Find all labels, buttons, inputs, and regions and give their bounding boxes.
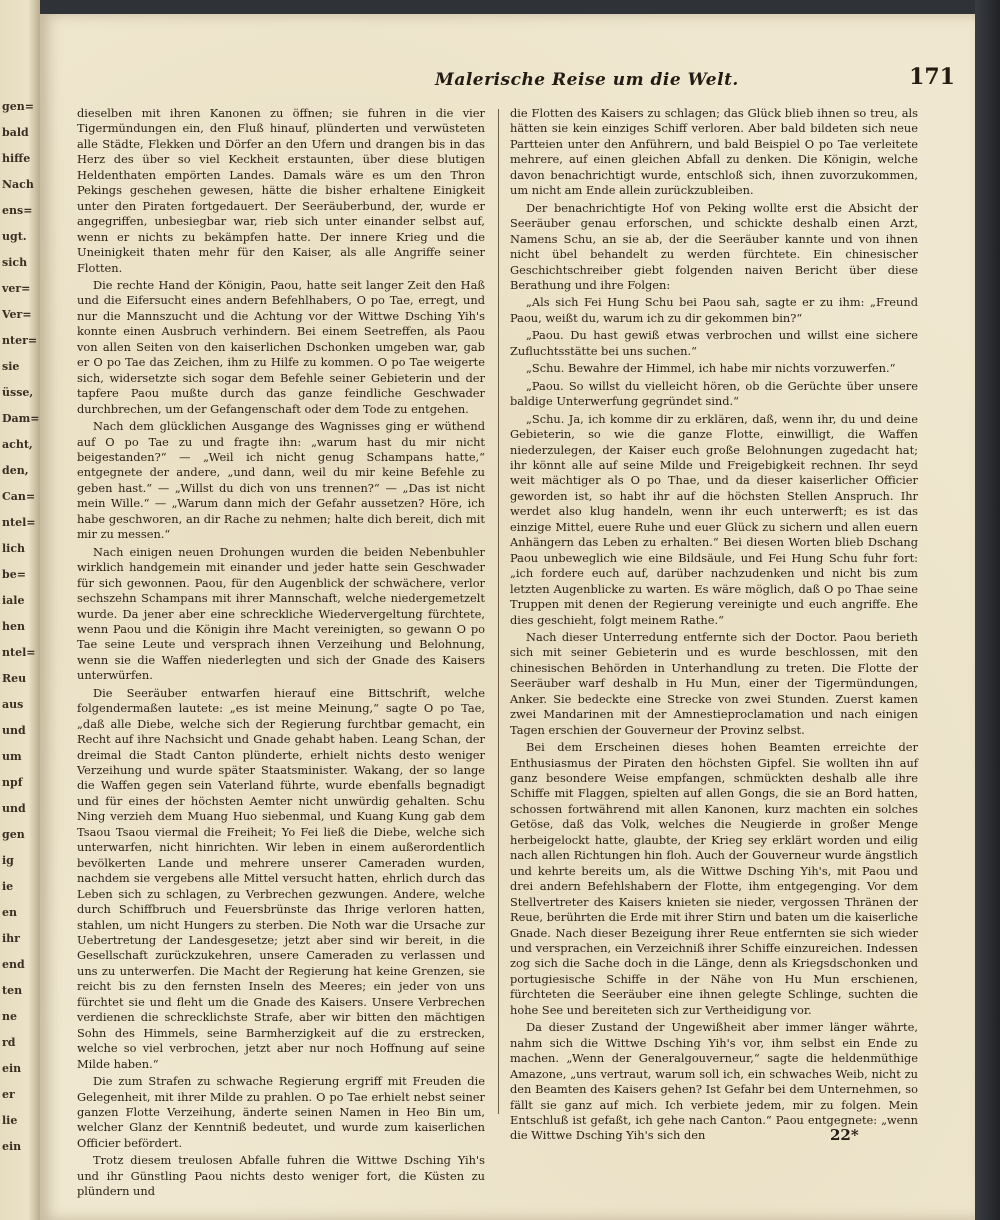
paragraph: „Schu. Ja, ich komme dir zu erklären, daß, wenn ihr, du und deine Gebieterin, so wie die ganze Flotte, einwilligt, die Waffen niederzulegen, der Kaiser euch große Belohnungen zugedacht hat; ihr könnt alle auf seine Milde und Freigebigkeit rechnen. Ihr seyd weit mächtiger als O po Thae, und da dieser kaiserlicher Officier geworden ist, so habt ihr auf die höchsten Stellen Anspruch. Ihr werdet also klug handeln, wenn ihr euch unterwerft; es ist das einzige Mittel, euere Ruhe und euer Glück zu sichern und allen euern Anhängern das Leben zu erhalten.“ Bei diesen Worten blieb Dschang Paou unbeweglich wie eine Bildsäule, und Fei Hung Schu fuhr fort: „ich fordere euch auf, darüber nachzudenken und nicht bis zum letzten Augenblicke zu warten. Es wäre möglich, daß O po Thae seine Truppen mit denen der Regierung vereinigte und euch angriffe. Ehe dies geschieht, folgt meinem Rathe.“: [510, 411, 918, 627]
facing-page-fragment: gen=: [2, 100, 34, 113]
paragraph: Die Seeräuber entwarfen hierauf eine Bittschrift, welche folgendermaßen lautete: „es ist meine Meinung,“ sagte O po Tae, „daß alle Diebe, welche sich der Regierung furchtbar gemacht, ein Recht auf ihre Nachsicht und Gnade gehabt haben. Leang Schan, der dreimal die Stadt Canton plünderte, erhielt nichts desto weniger Verzeihung und wurde später Staatsminister. Wakang, der so lange die Waffen gegen sein Vaterland führte, wurde ebenfalls begnadigt und für eines der höchsten Aemter nicht unwürdig gehalten. Schu Ning verzieh dem Muang Huo siebenmal, und Kuang Kung gab dem Tsaou Tsaou viermal die Freiheit; Yo Fei ließ die Diebe, welche sich unterwarfen, nicht hinrichten. Wir leben in einem außerordentlich bevölkerten Lande und mehrere unserer Cameraden wurden, nachdem sie vergebens alle Mittel versucht hatten, ehrlich durch das Leben sich zu schlagen, zu Verbrechen gezwungen. Andere, welche durch Schiffbruch und Feuersbrünste das Ihrige verloren hatten, stahlen, um nicht Hungers zu sterben. Die Noth war die Ursache zur Uebertretung der Landesgesetze; jetzt aber sind wir bereit, in die Gesellschaft zurückzukehren, unsere Cameraden zu verlassen und uns zu unterwerfen. Die Macht der Regierung hat keine Grenzen, sie reicht bis zu den fernsten Inseln des Meeres; ein jeder von uns fürchtet sie und fleht um die Gnade des Kaisers. Unsere Verbrechen verdienen die schrecklichste Strafe, aber wir bitten den mächtigen Sohn des Himmels, seine Barmherzigkeit auf die zu erstrecken, welche so viel verbrochen, jetzt aber nur noch Hoffnung auf seine Milde haben.“: [77, 685, 485, 1071]
left-page-edge: [0, 0, 40, 1220]
facing-page-fragment: en: [2, 906, 17, 919]
facing-page-fragment: Can=: [2, 490, 36, 503]
facing-page-fragment: und: [2, 802, 26, 815]
facing-page-fragment: gen: [2, 828, 25, 841]
right-column: [510, 106, 918, 1144]
facing-page-fragment: hiffe: [2, 152, 31, 165]
facing-page-fragment: ie: [2, 880, 14, 893]
facing-page-fragment: aus: [2, 698, 24, 711]
facing-page-fragment: ntel=: [2, 646, 36, 659]
paragraph: Trotz diesem treulosen Abfalle fuhren die Wittwe Dsching Yih's und ihr Günstling Paou nichts desto weniger fort, die Küsten zu plündern und: [77, 1153, 485, 1199]
paragraph: „Paou. So willst du vielleicht hören, ob die Gerüchte über unsere baldige Unterwerfung gegründet sind.“: [510, 378, 918, 409]
paragraph: Nach einigen neuen Drohungen wurden die beiden Nebenbuhler wirklich handgemein mit einander und jeder hatte sein Geschwader für sich gewonnen. Paou, für den Augenblick der schwächere, verlor sechszehn Schampans mit ihrer Mannschaft, welche niedergemetzelt wurde. Da jener aber eine schreckliche Wiedervergeltung fürchtete, wenn Paou und die Königin ihre Macht vereinigten, so gewann O po Tae seine Leute und versprach ihnen Verzeihung und Belohnung, wenn sie die Waffen niederlegten und sich der Gnade des Kaisers unterwürfen.: [77, 544, 485, 683]
facing-page-fragment: rd: [2, 1036, 16, 1049]
facing-page-fragment: end: [2, 958, 25, 971]
facing-page-fragment: sich: [2, 256, 28, 269]
facing-page-fragment: sie: [2, 360, 20, 373]
column-divider: [498, 109, 499, 1114]
facing-page-fragment: ntel=: [2, 516, 36, 529]
facing-page-fragment: ein: [2, 1140, 22, 1153]
left-column: [77, 106, 485, 1200]
paragraph: Da dieser Zustand der Ungewißheit aber immer länger währte, nahm sich die Wittwe Dsching Yih's vor, ihm selbst ein Ende zu machen. „Wenn der Generalgouverneur,“ sagte die heldenmüthige Amazone, „uns vertraut, warum soll ich, ein schwaches Weib, nicht zu den Beamten des Kaisers gehen? Ist Gefahr bei dem Unternehmen, so fällt sie ganz auf mich. Ich verbiete jedem, mir zu folgen. Mein Entschluß ist gefaßt, ich gehe nach Canton.“ Paou entgegnete: „wenn die Wittwe Dsching Yih's sich den: [510, 1020, 918, 1143]
paragraph: die Flotten des Kaisers zu schlagen; das Glück blieb ihnen so treu, als hätten sie kein einziges Schiff verloren. Aber bald bildeten sich neue Partteien unter den Anführern, und bald Beispiel O po Tae verleitete mehrere, auf einen gleichen Abfall zu denken. Die Königin, welche davon benachrichtigt wurde, entschloß sich, ihnen zuvorzukommen, um nicht am Ende allein zurückzubleiben.: [510, 106, 918, 198]
facing-page-fragment: be=: [2, 568, 26, 581]
paragraph: Nach dem glücklichen Ausgange des Wagnisses ging er wüthend auf O po Tae zu und fragte ihn: „warum hast du mir nicht beigestanden?“ — „Weil ich nicht genug Schampans hatte,“ entgegnete der andere, „und dann, weil du mir keine Befehle zu geben hast.“ — „Willst du dich von uns trennen?“ — „Das ist nicht mein Wille.“ — „Warum dann mich der Gefahr aussetzen? Höre, ich habe geschworen, an dir Rache zu nehmen; halte dich bereit, dich mit mir zu messen.“: [77, 419, 485, 542]
paragraph: „Paou. Du hast gewiß etwas verbrochen und willst eine sichere Zufluchtsstätte bei uns suchen.“: [510, 328, 918, 358]
facing-page-fragment: npf: [2, 776, 23, 789]
page: [40, 14, 975, 1220]
facing-page-fragment: ver=: [2, 282, 31, 295]
facing-page-fragment: Ver=: [2, 308, 32, 321]
facing-page-fragment: ein: [2, 1062, 22, 1075]
facing-page-fragment: nter=: [2, 334, 38, 347]
facing-page-fragment: ihr: [2, 932, 20, 945]
facing-page-fragment: iale: [2, 594, 25, 607]
facing-page-fragment: Dam=: [2, 412, 40, 425]
facing-page-fragment: ens=: [2, 204, 33, 217]
facing-page-fragment: ugt.: [2, 230, 27, 243]
facing-page-fragment: ig: [2, 854, 14, 867]
paragraph: Die rechte Hand der Königin, Paou, hatte seit langer Zeit den Haß und die Eifersucht eines andern Befehlhabers, O po Tae, erregt, und nur die Mannszucht und die Achtung vor der Wittwe Dsching Yih's konnte einen Ausbruch verhindern. Bei einem Seetreffen, als Paou von allen Seiten von den kaiserlichen Dschonken umgeben war, gab er O po Tae das Zeichen, ihm zu Hilfe zu kommen. O po Tae weigerte sich, widersetzte sich sogar dem Befehle seiner Gebieterin und der tapfere Paou mußte durch das ganze feindliche Geschwader durchbrechen, um der Gefangenschaft oder dem Tode zu entgehen.: [77, 277, 485, 416]
facing-page-fragment: bald: [2, 126, 29, 139]
facing-page-fragment: lich: [2, 542, 26, 555]
facing-page-fragment: den,: [2, 464, 29, 477]
facing-page-fragment: Nach: [2, 178, 34, 191]
paragraph: dieselben mit ihren Kanonen zu öffnen; sie fuhren in die vier Tigermündungen ein, den Fluß hinauf, plünderten und verwüsteten alle Städte, Flekken und Dörfer an den Ufern und drangen bis in das Herz des über so viel Keckheit erstaunten, über diese blutigen Heldenthaten empörten Landes. Damals wäre es um den Thron Pekings geschehen gewesen, hätte die bisher erhaltene Einigkeit unter den Piraten fortgedauert. Der Seeräuberbund, der, wurde er angegriffen, unbesiegbar war, rieb sich unter einander selbst auf, wenn er nichts zu bekämpfen hatte. Der innere Krieg und die Uneinigkeit thaten mehr für den Kaiser, als alle Angriffe seiner Flotten.: [77, 106, 485, 275]
paragraph: „Schu. Bewahre der Himmel, ich habe mir nichts vorzuwerfen.“: [526, 361, 896, 376]
signature-mark: 22*: [830, 1126, 859, 1144]
paragraph: Bei dem Erscheinen dieses hohen Beamten erreichte der Enthusiasmus der Piraten den höchsten Gipfel. Sie wollten ihn auf ganz besondere Weise empfangen, schmückten deshalb alle ihre Schiffe mit Flaggen, spielten auf allen Gongs, die sie an Bord hatten, schossen fortwährend mit allen Kanonen, kurz machten ein solches Getöse, daß das Volk, welches die Neugierde in großer Menge herbeigelockt hatte, glaubte, der Krieg sey erklärt worden und eilig nach allen Richtungen hin floh. Auch der Gouverneur wurde ängstlich und kehrte bereits um, als die Wittwe Dsching Yih's, mit Paou und drei andern Befehlshabern der Flotte, ihm entgegenging. Vor dem Stellvertreter des Kaisers knieten sie nieder, vergossen Thränen der Reue, berührten die Erde mit ihrer Stirn und baten um die kaiserliche Gnade. Nach dieser Bezeigung ihrer Reue entfernten sie sich wieder und versprachen, ein Verzeichniß ihrer Schiffe einzureichen. Indessen zog sich die Sache doch in die Länge, denn als Kriegsdschonken und portugiesische Schiffe in der Nähe von Hu Mun erschienen, fürchteten die Seeräuber eine ihnen gelegte Schlinge, suchten die hohe See und bereiteten sich zur Vertheidigung vor.: [510, 740, 918, 1017]
facing-page-fragment: acht,: [2, 438, 33, 451]
facing-page-fragment: um: [2, 750, 22, 763]
facing-page-fragment: und: [2, 724, 26, 737]
running-title: Malerische Reise um die Welt.: [435, 70, 739, 90]
paragraph: Der benachrichtigte Hof von Peking wollte erst die Absicht der Seeräuber genau erforschen, und schickte deshalb einen Arzt, Namens Schu, an sie ab, der die Seeräuber kannte und von ihnen nicht übel behandelt zu werden fürchtete. Ein chinesischer Geschichtschreiber giebt folgenden naiven Bericht über diese Berathung und ihre Folgen:: [510, 200, 918, 292]
paragraph: „Als sich Fei Hung Schu bei Paou sah, sagte er zu ihm: „Freund Paou, weißt du, warum ich zu dir gekommen bin?“: [510, 295, 918, 325]
paragraph: Die zum Strafen zu schwache Regierung ergriff mit Freuden die Gelegenheit, mit ihrer Milde zu prahlen. O po Tae erhielt nebst seiner ganzen Flotte Verzeihung, änderte seinen Namen in Heo Bin um, welcher Glanz der Kenntniß bedeutet, und wurde zum kaiserlichen Officier befördert.: [77, 1074, 485, 1150]
facing-page-fragment: hen: [2, 620, 25, 633]
facing-page-fragment: lie: [2, 1114, 18, 1127]
page-header: [435, 64, 975, 96]
facing-page-fragment: üsse,: [2, 386, 34, 399]
facing-page-fragment: Reu: [2, 672, 27, 685]
book-cover-edge: [975, 0, 1000, 1220]
facing-page-fragment: er: [2, 1088, 15, 1101]
paragraph: Nach dieser Unterredung entfernte sich der Doctor. Paou berieth sich mit seiner Gebieterin und es wurde beschlossen, mit den chinesischen Behörden in Unterhandlung zu treten. Die Flotte der Seeräuber warf deshalb in Hu Mun, einer der Tigermündungen, Anker. Sie bedeckte eine Strecke von zwei Stunden. Zuerst kamen zwei Mandarinen mit der Amnestieproclamation und nach einigen Tagen erschien der Gouverneur der Provinz selbst.: [510, 629, 918, 737]
facing-page-fragment: ten: [2, 984, 23, 997]
page-number: 171: [909, 64, 955, 90]
facing-page-fragment: ne: [2, 1010, 17, 1023]
